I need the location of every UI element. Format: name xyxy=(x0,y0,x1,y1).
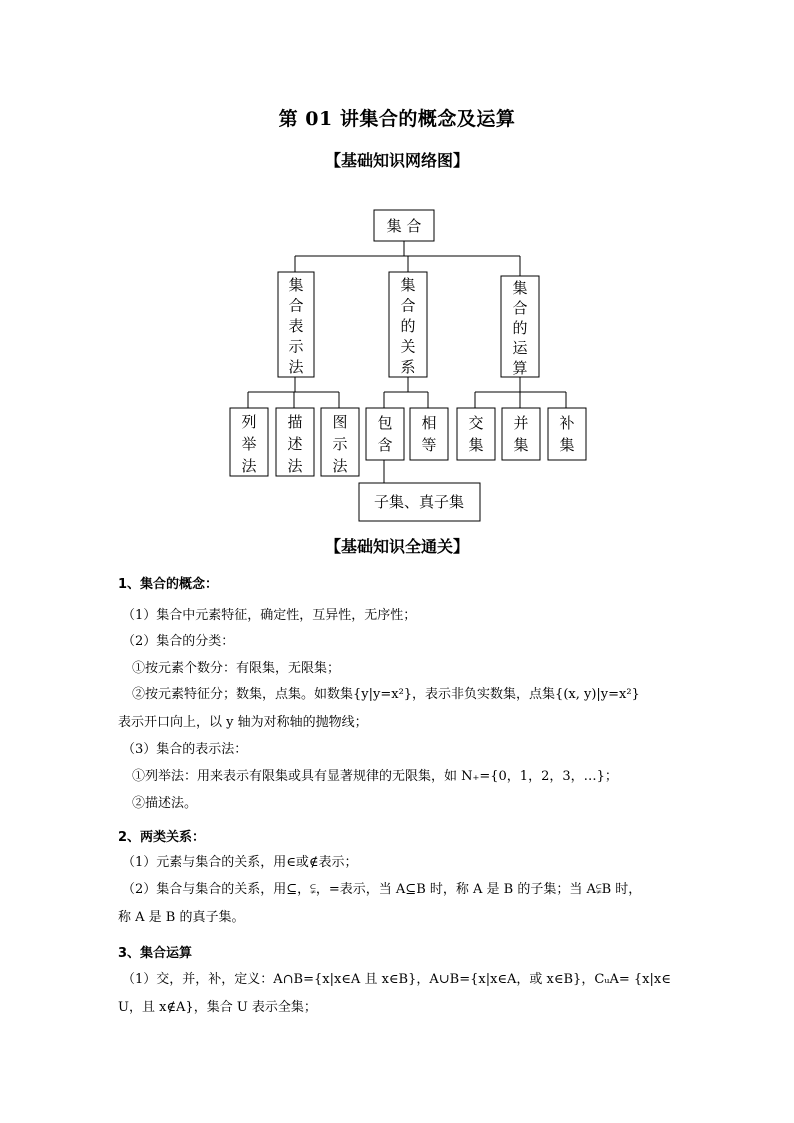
branch-label-relations xyxy=(400,276,415,376)
diagram-char: 的 xyxy=(512,319,528,337)
diagram-char: 集 xyxy=(512,279,528,297)
diagram-char: 法 xyxy=(288,358,304,376)
section-title-network-map: 【基础知识网络图】 xyxy=(324,151,469,170)
diagram-char: 集 xyxy=(468,436,484,454)
leaf-label-diagram xyxy=(332,413,348,475)
diagram-char: 表 xyxy=(288,317,304,335)
text-line: ②按元素特征分；数集，点集。如数集{y|y=x²}，表示非负实数集，点集{(x, y)|y=x²} xyxy=(132,687,640,702)
diagram-char: 等 xyxy=(421,436,437,454)
diagram-char: 描 xyxy=(287,413,303,431)
text-line: （1）交，并，补，定义：A∩B={x|x∈A 且 x∈B}，A∪B={x|x∈A，或 x∈B}，CᵤA= {x|x∈ xyxy=(122,972,671,987)
diagram-char: 集 xyxy=(400,276,416,294)
diagram-char: 运 xyxy=(512,339,528,357)
subset-label: 子集、真子集 xyxy=(373,493,465,511)
text-line: 称 A 是 B 的真子集。 xyxy=(118,910,245,925)
diagram-char: 示 xyxy=(332,435,348,453)
branch-label-representation xyxy=(288,276,304,376)
root-label: 集 合 xyxy=(386,217,422,235)
diagram-char: 法 xyxy=(332,457,348,475)
concept-map-diagram xyxy=(0,0,794,540)
diagram-char: 图 xyxy=(332,413,348,431)
text-line: （1）集合中元素特征，确定性，互异性，无序性； xyxy=(122,608,417,623)
text-line: （2）集合与集合的关系，用⊆，⫋，=表示，当 A⊆B 时，称 A 是 B 的子集；当 A⫋B 时， xyxy=(122,882,642,897)
text-line: 表示开口向上，以 y 轴为对称轴的抛物线； xyxy=(118,715,368,730)
leaf-label-enumeration xyxy=(241,413,257,475)
text-line: （3）集合的表示法： xyxy=(122,742,248,757)
diagram-char: 关 xyxy=(400,337,416,356)
text-line: （1）元素与集合的关系，用∈或∉表示； xyxy=(122,855,358,870)
page-title: 第 01 讲集合的概念及运算 xyxy=(278,108,516,130)
diagram-char: 系 xyxy=(400,358,416,376)
section-heading: 3、集合运算 xyxy=(118,946,193,961)
diagram-char: 示 xyxy=(288,337,304,356)
text-line: U，且 x∉A}，集合 U 表示全集； xyxy=(118,1000,317,1015)
text-line: ①按元素个数分：有限集，无限集； xyxy=(132,661,341,676)
diagram-char: 述 xyxy=(287,435,303,453)
diagram-char: 合 xyxy=(400,296,416,315)
diagram-char: 算 xyxy=(512,359,528,377)
diagram-char: 交 xyxy=(468,414,484,432)
section-title-all-knowledge: 【基础知识全通关】 xyxy=(324,537,469,556)
diagram-char: 法 xyxy=(241,457,257,475)
leaf-label-description xyxy=(287,413,303,475)
diagram-char: 举 xyxy=(241,435,257,453)
diagram-char: 法 xyxy=(287,457,303,475)
text-line: ②描述法。 xyxy=(132,796,198,811)
diagram-char: 并 xyxy=(513,414,529,432)
diagram-char: 集 xyxy=(513,436,529,454)
diagram-char: 合 xyxy=(512,299,528,317)
diagram-char: 列 xyxy=(241,413,257,431)
diagram-char: 补 xyxy=(559,414,575,432)
text-line: ①列举法：用来表示有限集或具有显著规律的无限集，如 N₊={0，1，2，3，…}； xyxy=(132,769,618,784)
diagram-char: 合 xyxy=(288,296,304,315)
section-heading: 2、两类关系： xyxy=(118,830,206,845)
diagram-char: 包 xyxy=(377,414,393,432)
diagram-char: 集 xyxy=(559,436,575,454)
diagram-char: 的 xyxy=(400,317,416,335)
diagram-char: 含 xyxy=(377,436,393,454)
diagram-char: 相 xyxy=(421,414,437,432)
diagram-char: 集 xyxy=(288,276,304,294)
branch-label-operations xyxy=(512,279,528,377)
section-heading: 1、集合的概念： xyxy=(118,577,219,592)
text-line: （2）集合的分类： xyxy=(122,634,235,649)
